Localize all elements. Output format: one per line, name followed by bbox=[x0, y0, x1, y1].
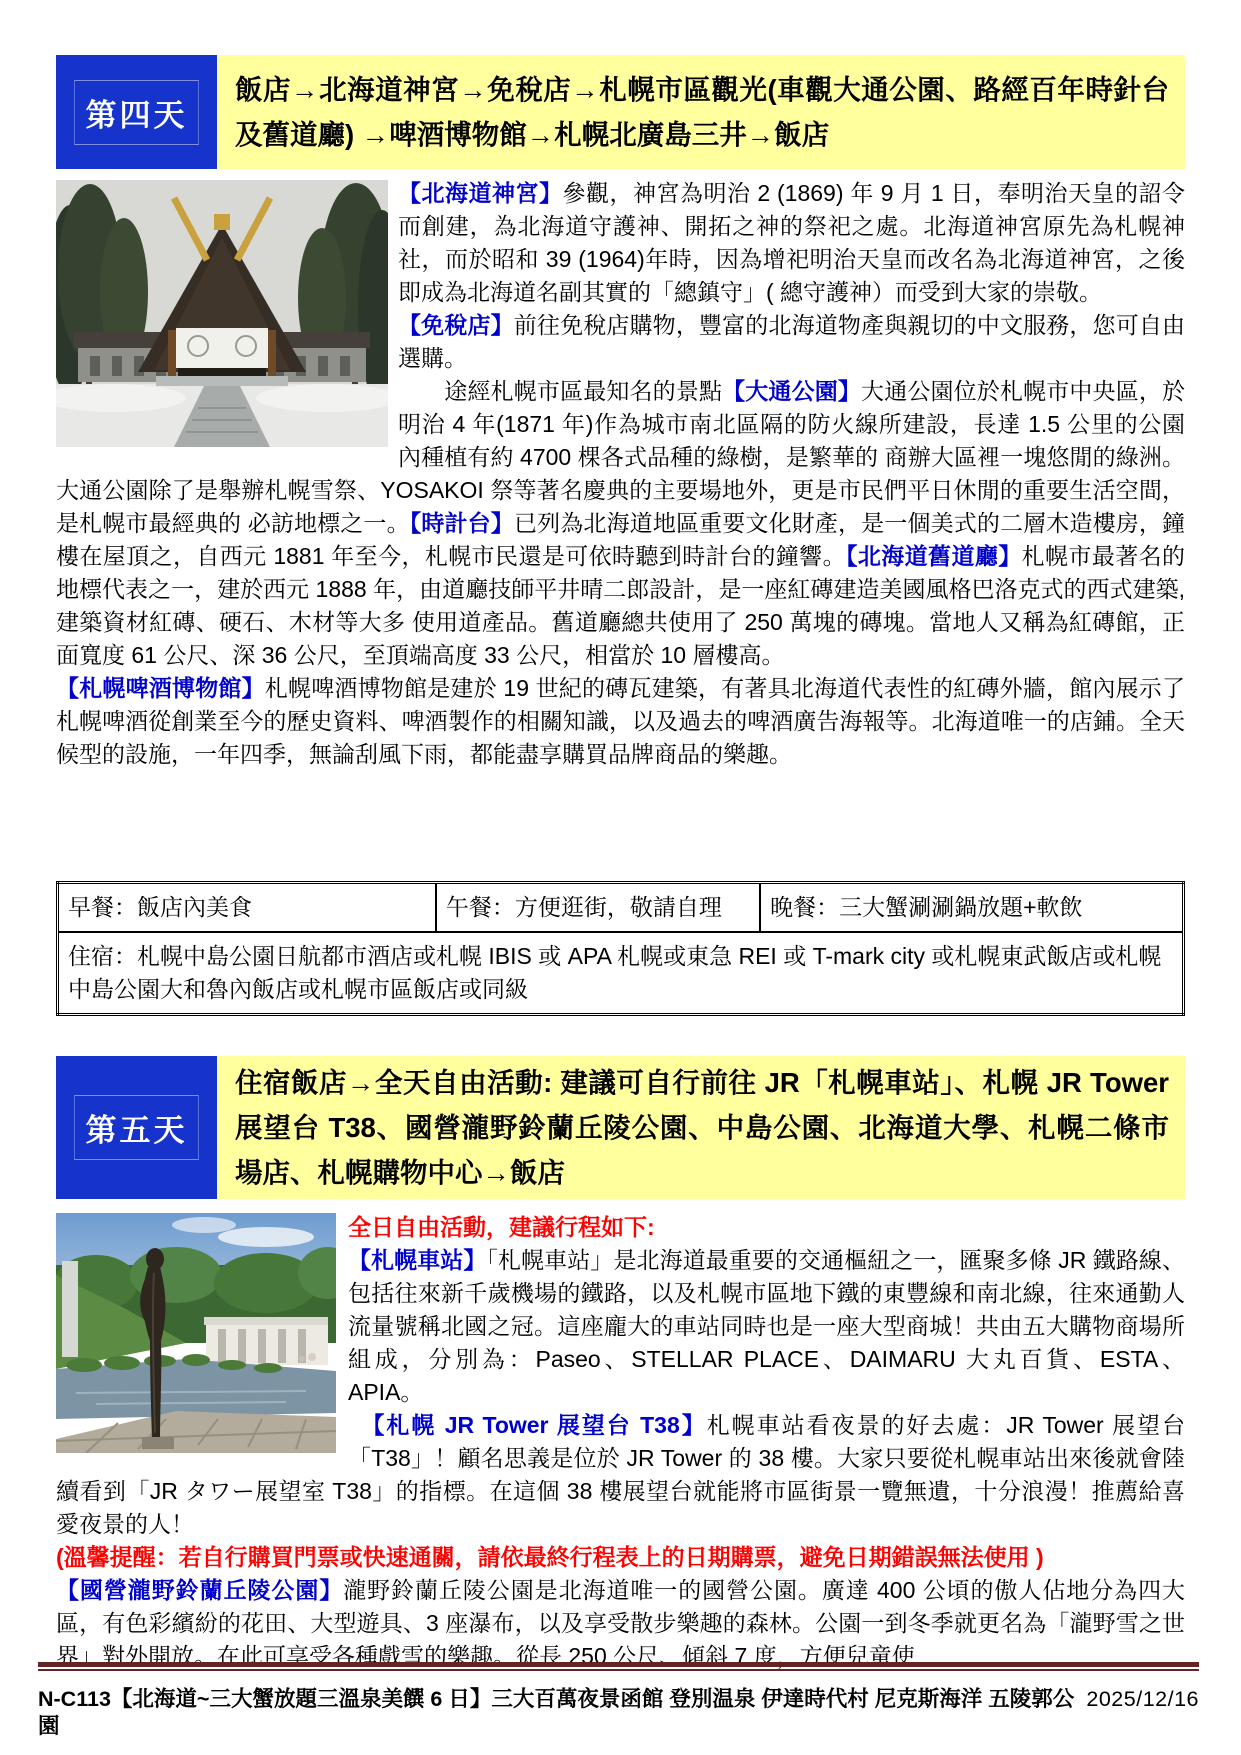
day4-header bbox=[56, 55, 1185, 169]
text-segment: 札幌市最著名的地標代表之一，建於西元 1888 年，由道廳技師平井晴二郎設計，是一座紅磚建造美國風格巴洛克式的西式建築,建築資材紅磚、硬石、木材等大多 使用道產品。舊道廳總共使用了 250 萬塊的磚塊。當地人又稱為紅磚館，正面寬度 61 公尺、深 36 公尺，至頂端高度 33 公尺，相當於 10 層樓高。 bbox=[56, 543, 1186, 668]
text-segment: (溫馨提醒：若自行購買門票或快速通關，請依最終行程表上的日期購票，避免日期錯誤無法使用 ) bbox=[56, 1544, 1044, 1570]
page-footer bbox=[38, 1662, 1199, 1740]
footer-text-row bbox=[38, 1686, 1199, 1740]
hokkaido-shrine-illustration bbox=[56, 180, 388, 447]
text-segment: 途經札幌市區最知名的景點 bbox=[398, 378, 723, 404]
text-segment: 大通公園位於札幌市中央區，於明治 4 年(1871 年)作為城市南北區隔的防火線所建設，長達 1.5 公里的公園內種植有約 4700 棵各式品種的綠樹，是繁華的 商辦大區裡一塊悠閒的綠洲。大通公園除了是舉辦札幌雪祭、YOSAKOI 祭等著名慶典的主要場地外，更是市民們平日休閒的重要生活空間，是札幌市最經典的 必訪地標之一。 bbox=[56, 378, 1186, 536]
day5-body bbox=[56, 1211, 1185, 1673]
hotel-cell: 住宿：札幌中島公園日航都市酒店或札幌 IBIS 或 APA 札幌或東急 REI 或 T-mark city 或札幌東武飯店或札幌中島公園大和魯內飯店或札幌市區飯店或同級 bbox=[58, 932, 1184, 1015]
text-segment: 【國營瀧野鈴蘭丘陵公園】 bbox=[56, 1577, 344, 1603]
dinner-cell: 晚餐：三大蟹涮涮鍋放題+軟飲 bbox=[760, 883, 1183, 933]
text-segment: 【札幌車站】 bbox=[348, 1247, 487, 1273]
day5-label-cell bbox=[56, 1056, 217, 1199]
text-segment: 【札幌啤酒博物館】 bbox=[56, 675, 265, 701]
text-segment: 【北海道舊道廳】 bbox=[845, 543, 1022, 569]
park-statue-illustration bbox=[56, 1213, 336, 1453]
takino-park-statue-photo bbox=[56, 1213, 336, 1453]
day4-label-cell bbox=[56, 55, 217, 169]
text-segment: 「札幌車站」是北海道最重要的交通樞紐之一，匯聚多條 JR 鐵路線、包括往來新千歲機場的鐵路，以及札幌市區地下鐵的東豐線和南北線，往來通勤人流量號稱北國之冠。這座龐大的車站同時也是一座大型商城！共由五大購物商場所組成，分別為：Paseo、STELLAR PLACE、DAIMARU 大丸百貨、ESTA、APIA。 bbox=[348, 1247, 1186, 1405]
day4-label: 第四天 bbox=[74, 80, 198, 145]
text-segment: 已列為北海道地區重要文化財產，是一個美式的二層木造樓房，鐘樓在屋頂之，自西元 1881 年至今，札幌市民還是可依時聽到時計台的鐘響。 bbox=[56, 510, 1186, 569]
day5-section bbox=[56, 1056, 1185, 1673]
day4-paragraph-beer-museum bbox=[56, 672, 1185, 771]
day5-ticket-reminder bbox=[56, 1541, 1185, 1574]
text-segment: 【時計台】 bbox=[409, 510, 514, 536]
text-segment: 參觀，神宮為明治 2 (1869) 年 9 月 1 日，奉明治天皇的詔令而創建，為北海道守護神、開拓之神的祭祀之處。北海道神宮原先為札幌神社，而於昭和 39 (1964)年時，因為增祀明治天皇而改名為北海道神宮，之後即成為北海道名副其實的「總鎮守」( 總守護神）而受到大家的崇敬。 bbox=[398, 180, 1186, 305]
hokkaido-shrine-photo bbox=[56, 180, 388, 447]
day4-body bbox=[56, 177, 1185, 869]
text-segment: 【免稅店】 bbox=[398, 312, 514, 338]
meal-row bbox=[58, 883, 1184, 933]
text-segment: 前往免稅店購物，豐富的北海道物產與親切的中文服務，您可自由選購。 bbox=[398, 312, 1186, 371]
tour-code-title: N-C113【北海道~三大蟹放題三溫泉美饌 6 日】三大百萬夜景函館 登別温泉 伊達時代村 尼克斯海洋 五陵郭公園 bbox=[38, 1687, 1075, 1738]
day5-label: 第五天 bbox=[74, 1095, 198, 1160]
text-segment: 札幌啤酒博物館是建於 19 世紀的磚瓦建築，有著具北海道代表性的紅磚外牆，館內展示了札幌啤酒從創業至今的歷史資料、啤酒製作的相關知識，以及過去的啤酒廣告海報等。北海道唯一的店鋪。全天候型的設施，一年四季，無論刮風下雨，都能盡享購買品牌商品的樂趣。 bbox=[56, 675, 1185, 767]
day5-paragraph-takino-park bbox=[56, 1574, 1185, 1673]
day4-route: 飯店→北海道神宮→免稅店→札幌市區觀光(車觀大通公園、路經百年時針台及舊道廳) →啤酒博物館→札幌北廣島三井→飯店 bbox=[217, 55, 1185, 169]
breakfast-cell: 早餐：飯店內美食 bbox=[58, 883, 436, 933]
text-segment: 【札幌 JR Tower 展望台 T38】 bbox=[348, 1412, 707, 1438]
text-segment: 札幌車站看夜景的好去處：JR Tower 展望台「T38」！顧名思義是位於 JR Tower 的 38 樓。大家只要從札幌車站出來後就會陸續看到「JR タワー展望室 T38」的指標。在這個 38 樓展望台就能將市區街景一覽無遺，十分浪漫！推薦給喜愛夜景的人！ bbox=[56, 1412, 1186, 1537]
lunch-cell: 午餐：方便逛街，敬請自理 bbox=[436, 883, 760, 933]
text-segment: 【大通公園】 bbox=[722, 378, 862, 404]
day5-route: 住宿飯店→全天自由活動: 建議可自行前往 JR「札幌車站」、札幌 JR Tower 展望台 T38、國營瀧野鈴蘭丘陵公園、中島公園、北海道大學、札幌二條市場店、札幌購物中心→飯店 bbox=[217, 1056, 1185, 1199]
hotel-row bbox=[58, 932, 1184, 1015]
text-segment: 全日自由活動，建議行程如下: bbox=[348, 1214, 655, 1240]
day5-header bbox=[56, 1056, 1185, 1199]
text-segment: 【北海道神宮】 bbox=[398, 180, 563, 206]
footer-rule-thick bbox=[38, 1662, 1199, 1667]
footer-rule-thin bbox=[38, 1669, 1199, 1671]
footer-date: 2025/12/16 bbox=[1086, 1687, 1199, 1711]
day4-meal-hotel-table bbox=[56, 881, 1185, 1016]
text-segment: 瀧野鈴蘭丘陵公園是北海道唯一的國營公園。廣達 400 公頃的傲人佔地分為四大區，有色彩繽紛的花田、大型遊具、3 座瀑布，以及享受散步樂趣的森林。公園一到冬季就更名為「瀧野雪之世界」對外開放。在此可享受各種戲雪的樂趣。從長 250 公尺、傾斜 7 度，方便兒童使 bbox=[56, 1577, 1186, 1669]
